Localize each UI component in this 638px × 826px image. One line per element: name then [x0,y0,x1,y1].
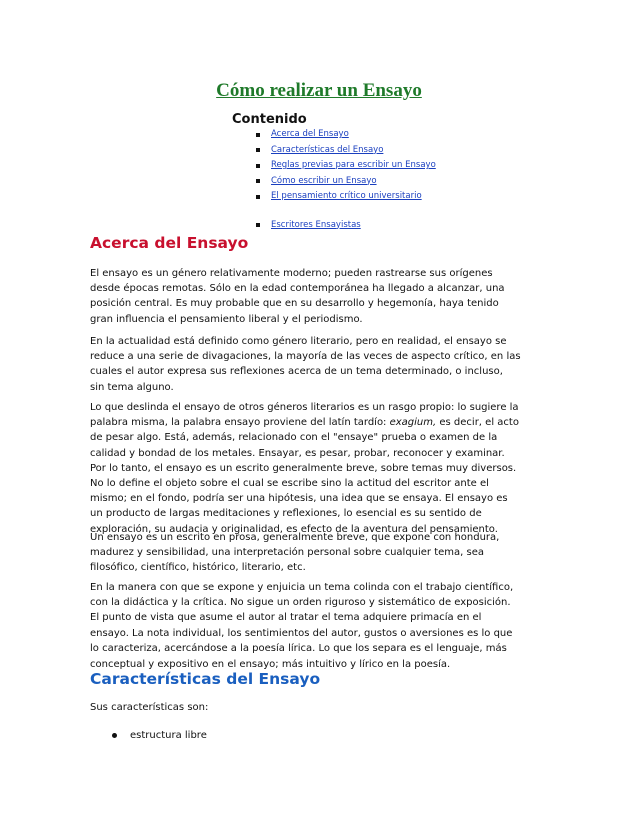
characteristics-list [112,728,207,743]
text-line: filosófico, científico, histórico, literario, etc. [90,562,306,574]
toc-heading: Contenido [232,112,307,127]
text-line: exploración, su audacia y originalidad, es efecto de la aventura del pensamiento. [90,523,498,535]
list-item [112,728,207,743]
toc-item [256,189,436,205]
square-bullet-icon [256,195,260,199]
square-bullet-icon [256,148,260,152]
text-line: Lo que deslinda el ensayo de otros géneros literarios es un rasgo propio: lo sugiere la [90,402,519,413]
text-line: mismo; en el fondo, podría ser una hipótesis, una idea que se ensaya. El ensayo es [90,493,508,505]
square-bullet-icon [256,223,260,227]
text-line: En la actualidad está definido como género literario, pero en realidad, el ensayo se [90,336,507,347]
text-line: conceptual y expositivo en el ensayo; más intuitivo y lírico en la poesía. [90,659,451,671]
text-line: sin tema alguno. [90,381,174,393]
paragraph-2 [90,334,550,395]
square-bullet-icon [256,164,260,168]
text-line: En la manera con que se expone y enjuicia un tema colinda con el trabajo científico, [90,582,514,593]
text-line: cuales el autor expresa sus reflexiones acerca de un tema determinado, o incluso, [90,366,503,378]
toc-link-como-escribir[interactable]: Cómo escribir un Ensayo [271,175,377,186]
paragraph-3 [90,400,550,537]
toc-link-pensamiento-critico[interactable]: El pensamiento crítico universitario [271,191,422,201]
paragraph-4 [90,530,550,576]
text-line: madurez y sensibilidad, una interpretación personal sobre cualquier tema, sea [90,547,485,559]
text-line: El ensayo es un género relativamente moderno; pueden rastrearse sus orígenes [90,268,493,279]
text-fragment: palabra misma, la palabra ensayo proviene del latín tardío: [90,417,390,429]
toc-item [256,127,436,143]
paragraph-5 [90,580,550,672]
toc-link-caracteristicas[interactable]: Características del Ensayo [271,144,384,155]
paragraph-intro-caracteristicas: Sus características son: [90,702,209,713]
latin-term: exagium, [389,417,437,429]
text-line [90,415,550,430]
toc-item [256,174,436,190]
list-item-text: estructura libre [130,730,207,741]
bullet-icon [112,733,117,738]
toc-item [256,158,436,174]
text-line: de pesar algo. Está, además, relacionado con el "ensaye" prueba o examen de la [90,432,498,444]
text-line: ensayo. La nota individual, los sentimientos del autor, gustos o aversiones es lo que [90,627,513,639]
text-line: El punto de vista que asume el autor al tratar el tema adquiere primacía en el [90,612,482,624]
toc-item [256,218,436,234]
toc-link-reglas[interactable]: Reglas previas para escribir un Ensayo [271,160,436,170]
text-line: un producto de largas meditaciones y reflexiones, lo esencial es su sentido de [90,508,482,520]
text-line: No lo define el objeto sobre el cual se escribe sino la actitud del escritor ante el [90,478,489,490]
text-line: lo caracteriza, acercándose a la poesía lírica. Lo que los separa es el lenguaje, más [90,642,507,654]
square-bullet-icon [256,179,260,183]
text-line: posición central. Es muy probable que en su desarrollo y hegemonía, haya tenido [90,298,499,310]
toc-link-acerca[interactable]: Acerca del Ensayo [271,129,349,139]
toc-link-escritores[interactable]: Escritores Ensayistas [271,219,361,230]
text-line: Un ensayo es un escrito en prosa, generalmente breve, que expone con hondura, [90,532,500,543]
text-line: gran influencia el pensamiento liberal y el periodismo. [90,313,363,325]
toc-item [256,143,436,159]
document-title: Cómo realizar un Ensayo [216,80,422,101]
text-line: Por lo tanto, el ensayo es un escrito generalmente breve, sobre temas muy diversos. [90,462,517,474]
text-line: reduce a una serie de divagaciones, la mayoría de las veces de aspecto crítico, en las [90,351,521,363]
text-line: desde épocas remotas. Sólo en la edad contemporánea ha llegado a alcanzar, una [90,283,505,295]
section-heading-acerca: Acerca del Ensayo [90,234,249,252]
square-bullet-icon [256,133,260,137]
table-of-contents [256,127,436,233]
text-line: con la didáctica y la crítica. No sigue un orden riguroso y sistemático de exposición. [90,597,511,609]
section-heading-caracteristicas: Características del Ensayo [90,670,321,688]
text-fragment: es decir, el acto [436,417,519,429]
text-line: calidad y bondad de los metales. Ensayar, es pesar, probar, reconocer y examinar. [90,447,505,459]
paragraph-1 [90,266,550,327]
